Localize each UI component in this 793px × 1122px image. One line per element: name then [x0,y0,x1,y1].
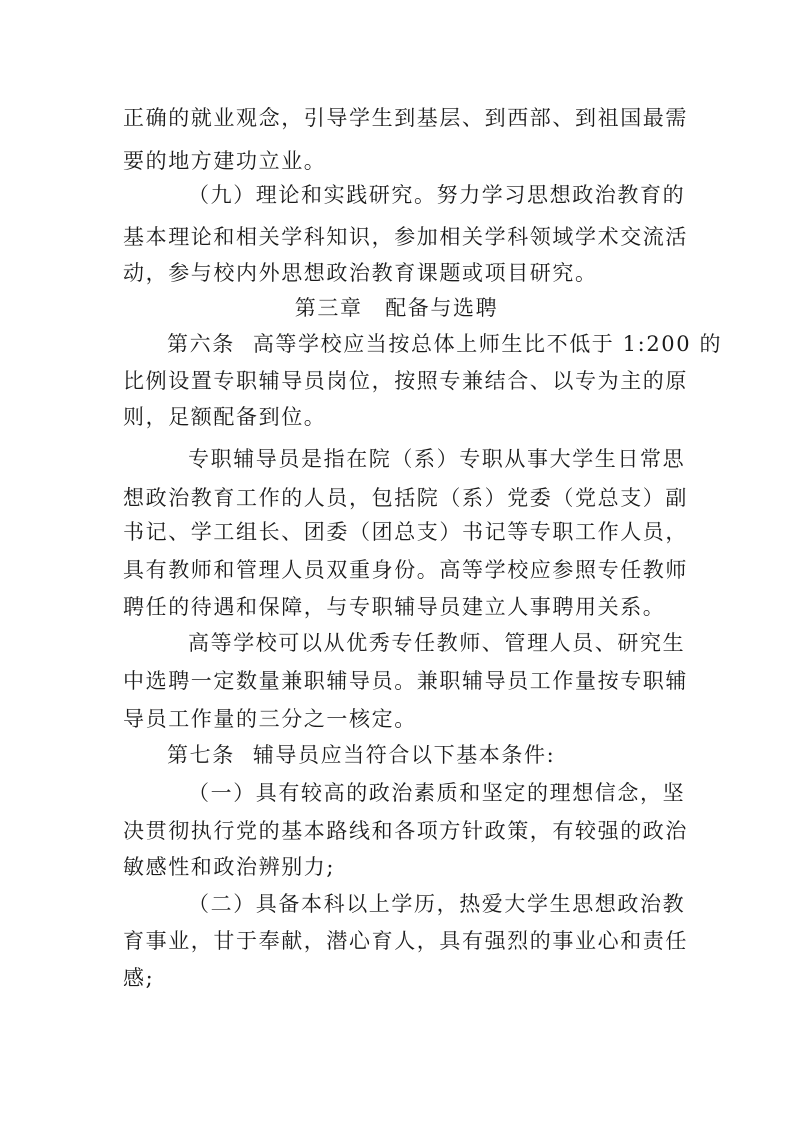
chapter-heading: 第三章 配备与选聘 [294,296,499,320]
paragraph-line: 导员工作量的三分之一核定。 [123,707,417,731]
paragraph-line: 想政治教育工作的人员，包括院（系）党委（党总支）副 [123,486,688,510]
paragraph-line: 要的地方建功立业。 [123,149,327,173]
paragraph-line: 敏感性和政治辨别力; [123,855,336,879]
article-number: 第六条 [167,332,235,356]
paragraph-line: 专职辅导员是指在院（系）专职从事大学生日常思 [188,447,686,471]
paragraph-line: 动，参与校内外思想政治教育课题或项目研究。 [123,261,598,285]
article-line [167,329,723,359]
paragraph-line: 基本理论和相关学科知识，参加相关学科领域学术交流活 [123,225,688,249]
article-number: 第七条 [167,743,235,767]
article-line [167,740,687,770]
paragraph-line: 正确的就业观念，引导学生到基层、到西部、到祖国最需 [123,106,688,130]
paragraph-line: 决贯彻执行党的基本路线和各项方针政策，有较强的政治 [123,819,688,843]
paragraph-line: 具有教师和管理人员双重身份。高等学校应参照专任教师 [123,558,688,582]
paragraph-line: 书记、学工组长、团委（团总支）书记等专职工作人员， [123,520,688,544]
paragraph-line: 则，足额配备到位。 [123,405,327,429]
paragraph-line: （一）具有较高的政治素质和坚定的理想信念，坚 [188,781,686,805]
paragraph-line: 中选聘一定数量兼职辅导员。兼职辅导员工作量按专职辅 [123,669,688,693]
paragraph-line: 育事业，甘于奉献，潜心育人，具有强烈的事业心和责任 [123,929,688,953]
paragraph-line: 聘任的待遇和保障，与专职辅导员建立人事聘用关系。 [123,595,666,619]
paragraph-line: （二）具备本科以上学历，热爱大学生思想政治教 [188,892,686,916]
paragraph-line: 比例设置专职辅导员岗位，按照专兼结合、以专为主的原 [123,369,688,393]
paragraph-line: 高等学校可以从优秀专任教师、管理人员、研究生 [188,631,686,655]
paragraph-line: 感; [123,966,155,990]
article-text: 高等学校应当按总体上师生比不低于 1:200 的 [252,332,723,356]
article-text: 辅导员应当符合以下基本条件: [252,743,556,767]
paragraph-line: （九）理论和实践研究。努力学习思想政治教育的 [188,183,686,207]
